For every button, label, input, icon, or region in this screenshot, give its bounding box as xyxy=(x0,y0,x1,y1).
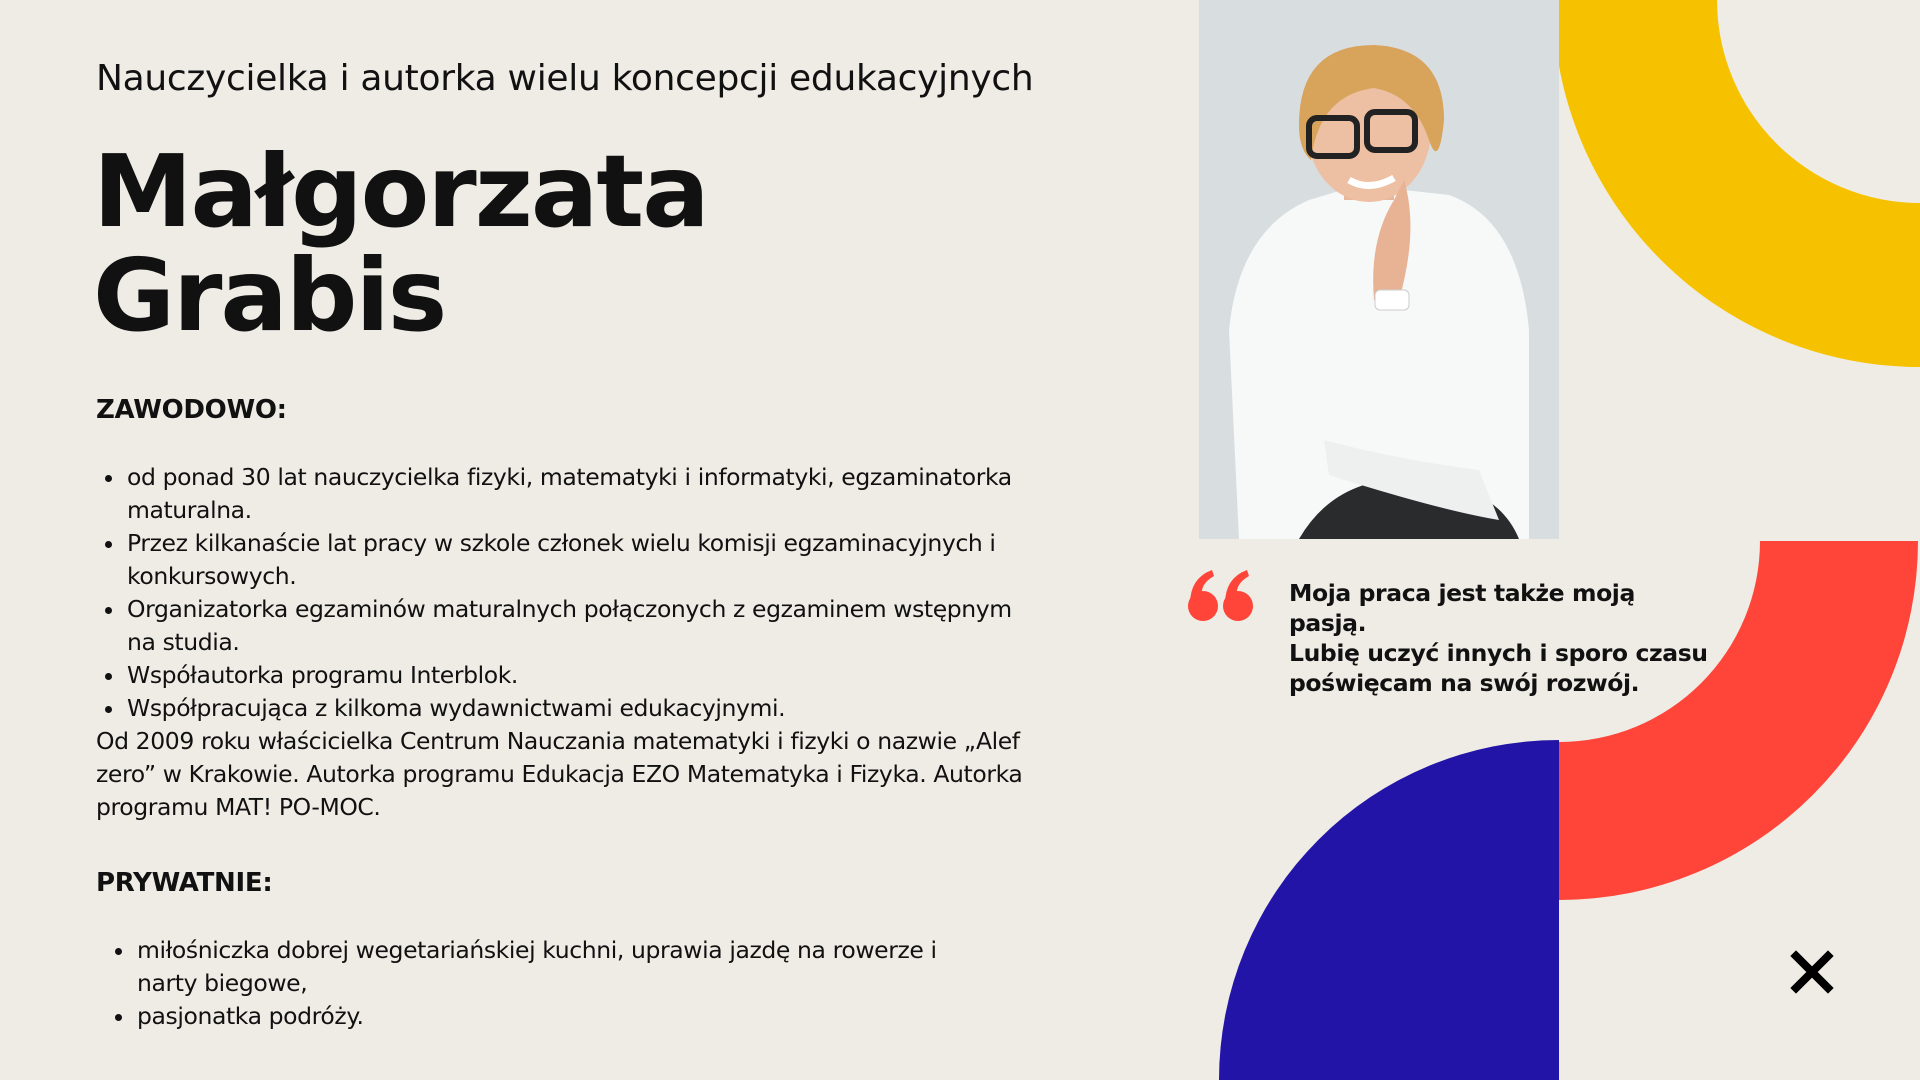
subtitle: Nauczycielka i autorka wielu koncepcji edukacyjnych xyxy=(96,58,1034,99)
professional-heading: ZAWODOWO: xyxy=(96,395,287,425)
quote-line: poświęcam na swój rozwój. xyxy=(1289,669,1640,697)
close-icon[interactable] xyxy=(1790,950,1834,994)
list-item: pasjonatka podróży. xyxy=(106,1000,966,1033)
list-item: Organizatorka egzaminów maturalnych połączonych z egzaminem wstępnym na studia. xyxy=(96,593,1046,659)
list-item: Przez kilkanaście lat pracy w szkole członek wielu komisji egzaminacyjnych i konkursowych. xyxy=(96,527,1046,593)
list-item: Współautorka programu Interblok. xyxy=(96,659,1046,692)
quote-line: Lubię uczyć innych i sporo czasu xyxy=(1289,639,1708,667)
yellow-arc xyxy=(1553,0,1920,367)
list-item: miłośniczka dobrej wegetariańskiej kuchni, uprawia jazdę na rowerze i narty biegowe, xyxy=(106,934,966,1000)
quote-line: Moja praca jest także moją pasją. xyxy=(1289,579,1635,637)
portrait-photo xyxy=(1199,0,1559,539)
private-list xyxy=(106,934,966,1033)
list-item: Współpracująca z kilkoma wydawnictwami edukacyjnymi. xyxy=(96,692,1046,725)
professional-list xyxy=(96,461,1046,725)
quote-open-icon xyxy=(1186,560,1256,630)
first-name: Małgorzata xyxy=(93,133,708,250)
private-heading: PRYWATNIE: xyxy=(96,868,273,898)
blue-quarter-disc xyxy=(1219,740,1559,1080)
page-title xyxy=(93,133,708,354)
professional-paragraph: Od 2009 roku właścicielka Centrum Nauczania matematyki i fizyki o nazwie „Alef zero” w Krakowie. Autorka programu Edukacja EZO Matematyka i Fizyka. Autorka programu MAT! PO-MOC. xyxy=(96,727,1023,821)
list-item: od ponad 30 lat nauczycielka fizyki, matematyki i informatyki, egzaminatorka maturalna. xyxy=(96,461,1046,527)
quote-text xyxy=(1289,578,1709,698)
last-name: Grabis xyxy=(93,237,446,354)
